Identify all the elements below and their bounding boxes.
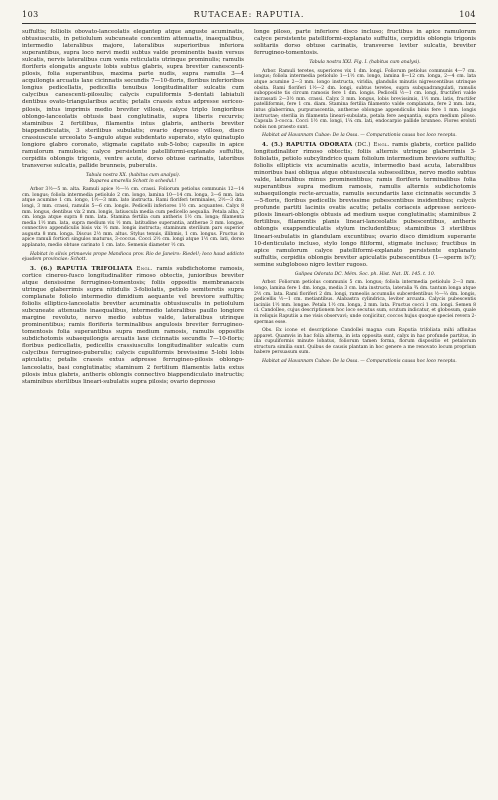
species-description: ramis glabris, cortice pallido longitudinaliter rimoso obtectis; foliis alternis utrinque glaberrimis 3-foliolatis, petiolo subcylindrico quam foliolum intermedium breviore suffultis; foliolis ellipticis vix acuminatis acutis, intermedio basi acuta, lateralibus minoribus basi obliqua atque obtusiuscula subsessilibus, nervo medio subtus valde, lateralibus minus prominentibus; ramis floriferis terminalibus folia superantibus supra medium ramosis, ramulis alternis subdichotomis subaequilongis recte-arcuatis, ramulis secundariis laxe cicinnatis secundis 3—5-floris, floribus pedicellis brevissime pubescentibus insidentibus; calycis profunde partiti laciniis ovatis acutis; petalis coriaceis adpresse sericeo-pilosis lineari-oblongis obtusis ad medium usque conglutinatis; staminibus 2 fertilibus, filamentis planis lineari-lanceolatis pubescentibus, antheris oblongis exappendiculatis stylum includentibus; staminibus 3 sterilibus lineari-subulatis in glandulam excuntibus; ovario disco dimidium superante 10-denticulato incluso, stylo longo filiformi, stigmate incluso; fructibus in apice ramulorum calyce patelliformi-explanato persistente explanato suffultis, cerpidiis oblongis breviter apiculatis pubescentibus (1—sperm is?); semine subgloboso nigro leviter rugoso. — [254, 141, 477, 268]
page-number-right: 104 — [459, 10, 476, 19]
right-column — [254, 29, 476, 365]
header-rule — [22, 23, 476, 24]
right-habitat-2: Habitat ad Havannam Cubae: De la Ossa. — Comparationis causa hoc loco recepta. — [262, 359, 457, 365]
right-paragraph-4: Arbor. Foliorum petiolus communis 5 cm. longus; foliola intermedia petiolulo 2—3 mm. longo, lamina fere 1 dm. longa, media 3 cm. lata instructa, lateralia ¾ dm. tantum longa atque 2½ cm. lata. Rami floriferi 2 dm. longi, rameolis accumulis subcerdentibus ½—⅔ dm. longis, pedicellis ½—1 cm. metiantibus. Alabastra cylindrica, leviter arcuata. Calycis pubescentis laciniis 1½ mm. longae. Petala 1½ cm. longa, 2 mm. lata. Fructus cocci 1 cm. longi. Semen 8 cl. Candolleo, cujus descriptionem hoc loco secutus sum, scutum indicatur, et globosum, quale in reliquis Raputiis a me visis observavi; unde conjicitur, coccos hujus quoque speciei revera 2-spermas esse. — [254, 280, 476, 325]
species-heading: 3. (6.) RAPUTIA TRIFOLIATA — [30, 265, 133, 272]
running-header — [22, 10, 476, 22]
species-description: ramis subdichotome ramosis, cortice cinereo-fusco longitudinaliter rimoso obtectis, junioribus breviter atque densissime ferrugineo-tomentosis; foliis oppositis membranaceis utrinque glaberrimis supra nitidulis 3-foliolatis, petiolo semiteretis supra complanate foliolo intermedio dimidium aequante vel breviore suffultis; foliolis elliptico-lanceolatis breviter acuminatis obtusiusculis in petiolulum subcuneate attenuatis inaequalibus, intermedio lateralibus paullo longiore margine revoluto, nervo medio subtus valde, lateralibus utrinque prominentibus; ramis floriferis terminalibus angulosis breviter ferrugineo-tomentosis folia superantibus supra medium ramosis, ramulis oppositis subdichotomis subaequilongis arcuatis laxe cicinnatis secundis 7—10-floris; floribus pedicellatis, pedicellis crassiusculis longitudinaliter sulcatis cum calycibus ferrugineo-puberulis; calycis cupuliformis brevissime 5-lobi lobis apiculatis; petalis crassis extus adpresse ferrugineo-pilosis oblongo-lanceolatis, basi conglutinatis; staminum 2 fertilium filamentis latis extus pilosis intus glabris, antheris oblongis connectivo biappendiculato instructis; staminibus sterilibus lineari-subulatis supra pilosis; ovario depresso — [22, 265, 244, 385]
right-habitat-1: Habitat ad Havannam Cubae: De la Ossa. — Comparationis causa hoc loco recepta. — [262, 133, 457, 139]
left-tabula: Tabula nostra XX. (habitus cum analysi). — [85, 172, 181, 178]
left-synonym: Ruparea amarella Schott in schedul.! — [89, 178, 177, 184]
left-species-entry — [22, 266, 244, 386]
left-column — [22, 29, 244, 386]
right-synonym: Galipea Odorata DC. Mém. Soc. ph. Hist. Nat. IX. 145. t. 10. — [294, 271, 436, 277]
right-species-entry — [254, 142, 476, 269]
species-authority: (DC.) Engl. — [354, 141, 390, 148]
right-observation: Obs. Ex icone et descriptione Candollei magna cum Raputia trifoliata mihi affinitas apparet. Quamvis in hac folia alterna, in ista opposita sunt, calyx in hac profunde partitus, in illa cupuliformis minute lobatus, foliorum tamen forma, florum dispositio et petalorum structura similia sunt. Quibus de causis plantam in hoc genere a me renovato locum proprium habere persuasum sum. — [254, 328, 476, 356]
right-paragraph-1: longe piloso, parte inferiore disco incluso; fructibus in apice ramulorum calyce persistente patelliformi-explanato suffultis, cerpidiis oblongis trigonis solitariis dorso obtuse carinatis, transverse leviter sulcatis, breviter ferrugineo-tomentosis. — [254, 29, 476, 57]
running-title: RUTACEAE: RAPUTIA. — [193, 10, 305, 19]
left-paragraph-1: suffultis; folliolis obovato-lanceolatis elegantер atque anguste acuminatis, obtusiusculis, in petiolulum subcuneate concentim attenuatis, inaequalibus, intermedio lateralibus majore, lateralibus superioribus inferiora superantibus, supra loco nervi medii subtus valde prominentis basin versus sulcatis, nervis lateralibus cum venis reticulatis utrinque prominulis; ramulis floriferis elongatis anguste lobis subtus glabris, supra breviter canescenti-pilosis, folia superantibus, maxima parte nudis, supra ramulis 3—4 acquilongis arcuatis laxe cicinnatis secundis 7—10-floris, floribus inferioribus longius pedicellatis, pedicellis tenuibus longitudinaliter sulcatis cum calycibus canescenti-pilosulis; calycis cupuliformis 5-dentati labiatuli dentibus ovato-triangularibus acutis; petalis crassis extus adpresse sericeo-pilosis, intus imprimis medio breviter villosis, calyce triplo longioribus oblongo-lanceolatis obtusis basi conglutinatis, supra liberis recurvis; staminibus 2 fertilibus, filamentis intus glabris, antheris breviter biappendiculatis, 3 sterilibus subulatis; ovario depresso villoso, disco crassiuscule urceolato 5-angulo atque subdentato superato, stylo quinatuplo longiore glabro coronato, stigmate capitato sub-5-lobo; capsulis in apice ramulorum ramulosis; calyce persistente patelliformi-explanato suffultis, cerpidiis oblongis trigonis, ventre acute, dorso obtuse carinatis, lateribus transverse sulcatis, pallide brunneis, puberulis. — [22, 29, 244, 169]
species-authority: Engl. — [136, 265, 153, 272]
left-habitat: Habitat in silvis primaevis prope Mandioca prov. Rio de Janeiro: Riedel!; loco haud addicto ejusdem provinciae: Schott. — [22, 251, 244, 263]
right-tabula: Tabula nostra XXI. Fig. I. (habitus cum analysi). — [309, 60, 421, 66]
right-paragraph-2: Arbor. Ramuli teretes, superiores vix 1 dm. longi. Foliorum petiolus communis 4—7 cm. longus; foliola intermedia petiolulo 1—1½ cm. longo, lamina 8—12 cm. longa, 2—4 cm. lata atque acumine 2—3 mm. longo instructa, viridia, glandulis minutis nigrescentibus utrinque obsita. Rami floriferi 1½—2 dm. longi, subtus teretes, supra subquadrangulati, ramulis subopposite tis circum ramosis fere 1 dm. longis. Pedicelli ½—1 cm. longi, fructiferi valde incrassati 2—3½ mm. crassi. Calyx 3 mm. longus, lobis brevissimis, 1½ mm. latis, fructifer patelliformis, fere 1 cm. diam. Stamina fertilia filamento valde complanata, fere 2 mm. lata, intus glaberrima, purpurascentia, antherae oblongae appendiculis binis fere 1 mm. longis instructae; sterilia in filamenta lineari-subulata, petala fere aequantia, supra medium piloso. Capsula 3-cocca. Cocci 1½ cm. longi, 1¼ cm. lati, endocarpio pallide brunneo. Flores eroluti nobis non praesto sunt. — [254, 68, 476, 130]
page-number-left: 103 — [22, 10, 39, 19]
species-heading: 4. (5.) RAPUTIA ODORATA — [262, 141, 353, 148]
left-paragraph-2: Arbor 3½—5 m. alta. Ramuli apice ½—⅔ cm. crassi. Foliorum petiolus communis 12—14 cm. longus; foliola intermedia petiolulo 2 cm. longo, lamina 10—14 cm. longa, 3—6 mm. lata atque acumine 1 cm. longo, 1½—3 mm. lato instructa. Rami floriferi terminales, 2½—3 dm. longi, 3 mm. crassi, ramulis 5—6 cm. longis. Pedicelli inferiores 1½ cm. acquantes. Calyx 8 mm. longus, dentibus vix 2 mm. longis, latiuscula media cum pedicello aequalia. Petala alba, 2 cm. longa atque supra 8 mm. lata. Stamina fertilia cum antheris 1½ cm. longa; filamenta media 1½ mm. lata, supra medium vix ½ mm. latitudine superantia, antherae 3 mm. longae, connectivo appendiculis bisis vix ½ mm. longis instructa; staminum sterilium pars superior augusta 8 mm. longa. Discus 2½ mm. altus. Stylus tenuis, illibmis, 1 cm. longus. Fructus in apice ramuli fortiori singulos maturus, 3-coccus. Cocci 2½ cm. longi atque 1½ cm. lati, dorso applanato, medio obtuse carinato 1 cm. lato. Semenis diameter ½ cm. — [22, 187, 244, 249]
